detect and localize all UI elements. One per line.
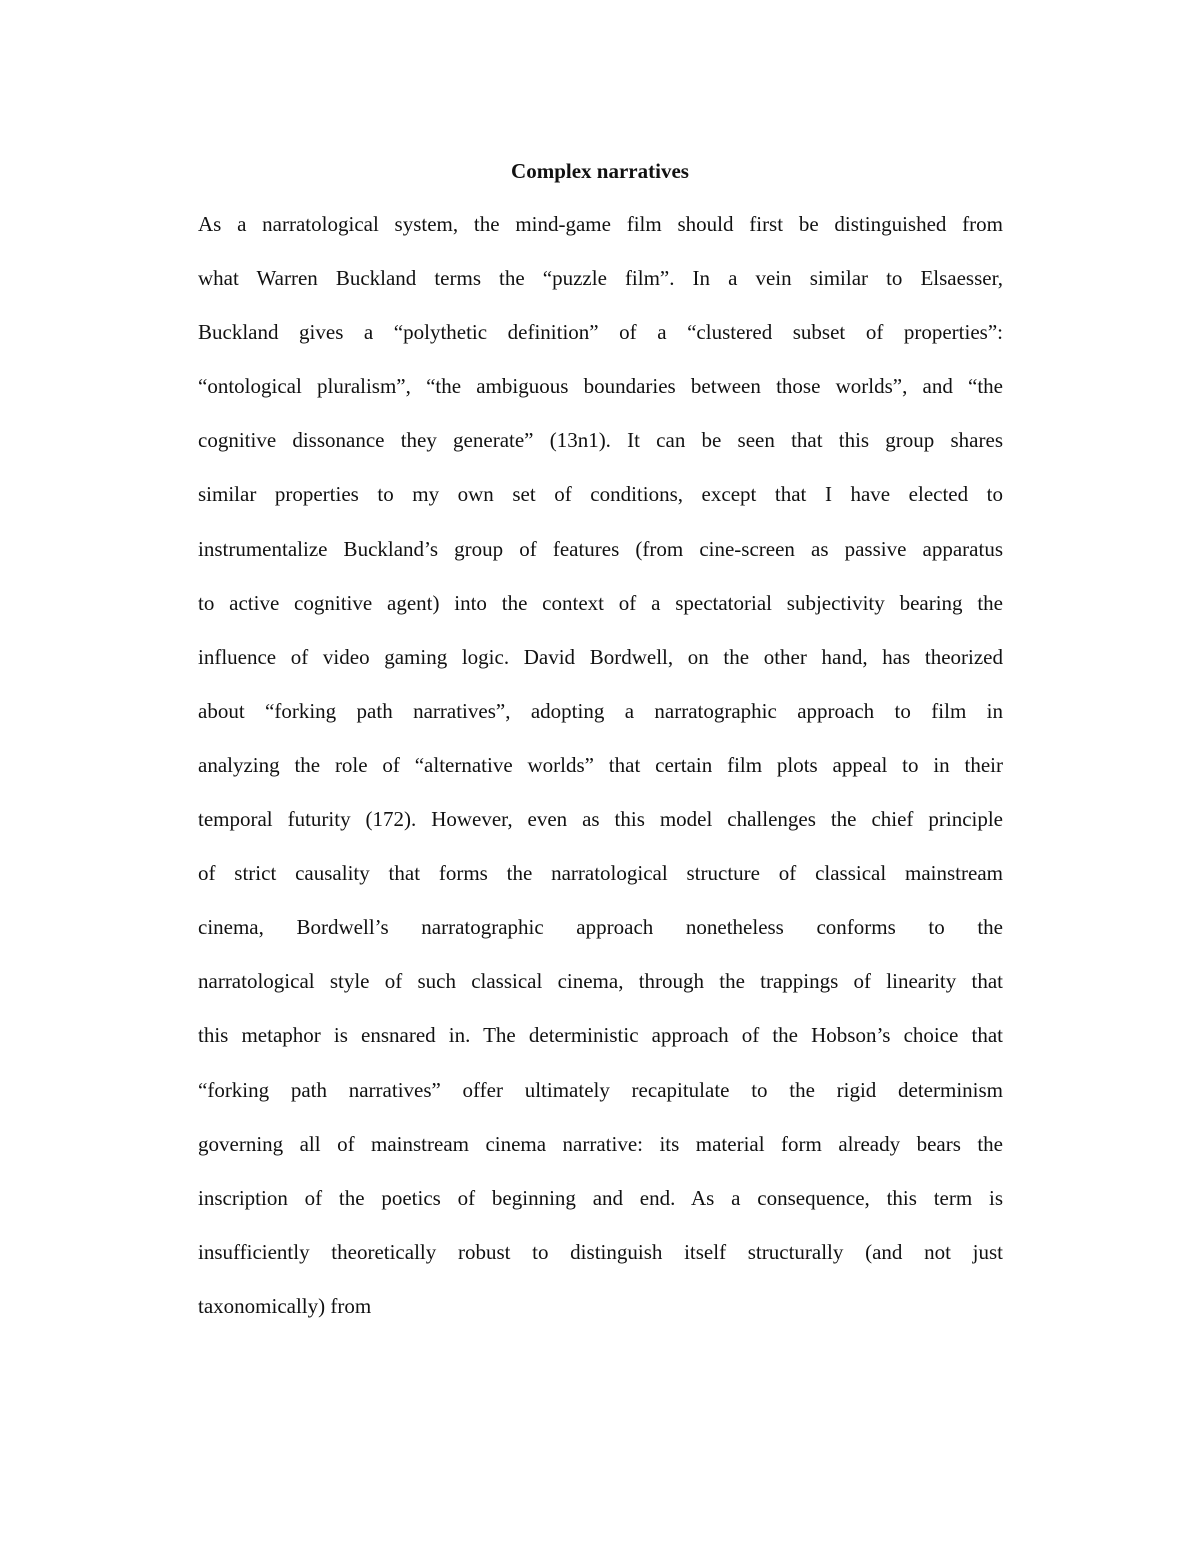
document-title: Complex narratives bbox=[511, 159, 689, 183]
text-line: taxonomically) from bbox=[198, 1293, 372, 1318]
text-line: instrumentalize Buckland’s group of features (from cine-screen as passive apparatus bbox=[198, 536, 1003, 561]
text-line: to active cognitive agent) into the context of a spectatorial subjectivity bearing the bbox=[198, 590, 1003, 615]
text-line: “ontological pluralism”, “the ambiguous boundaries between those worlds”, and “the bbox=[198, 374, 1003, 399]
text-line: cognitive dissonance they generate” (13n1). It can be seen that this group shares bbox=[198, 428, 1003, 453]
text-line: temporal futurity (172). However, even as this model challenges the chief principle bbox=[198, 807, 1003, 832]
text-line: “forking path narratives” offer ultimately recapitulate to the rigid determinism bbox=[198, 1077, 1003, 1102]
text-line: of strict causality that forms the narratological structure of classical mainstream bbox=[198, 861, 1003, 886]
text-line: insufficiently theoretically robust to distinguish itself structurally (and not just bbox=[198, 1239, 1003, 1264]
text-line: about “forking path narratives”, adopting a narratographic approach to film in bbox=[198, 698, 1003, 723]
text-line: similar properties to my own set of conditions, except that I have elected to bbox=[198, 482, 1003, 507]
text-line: analyzing the role of “alternative worlds” that certain film plots appeal to in their bbox=[198, 752, 1003, 777]
text-line: narratological style of such classical cinema, through the trappings of linearity that bbox=[198, 969, 1003, 994]
text-line: influence of video gaming logic. David Bordwell, on the other hand, has theorized bbox=[198, 644, 1003, 669]
text-line: As a narratological system, the mind-game film should first be distinguished from bbox=[198, 212, 1003, 236]
text-line: this metaphor is ensnared in. The deterministic approach of the Hobson’s choice that bbox=[198, 1023, 1003, 1048]
body-paragraph bbox=[198, 209, 1003, 1345]
text-line: what Warren Buckland terms the “puzzle film”. In a vein similar to Elsaesser, bbox=[198, 266, 1003, 291]
text-line: cinema, Bordwell’s narratographic approach nonetheless conforms to the bbox=[198, 915, 1003, 940]
text-line: inscription of the poetics of beginning and end. As a consequence, this term is bbox=[198, 1185, 1003, 1210]
text-line: Buckland gives a “polythetic definition” of a “clustered subset of properties”: bbox=[198, 320, 1003, 345]
text-line: governing all of mainstream cinema narrative: its material form already bears the bbox=[198, 1131, 1003, 1156]
